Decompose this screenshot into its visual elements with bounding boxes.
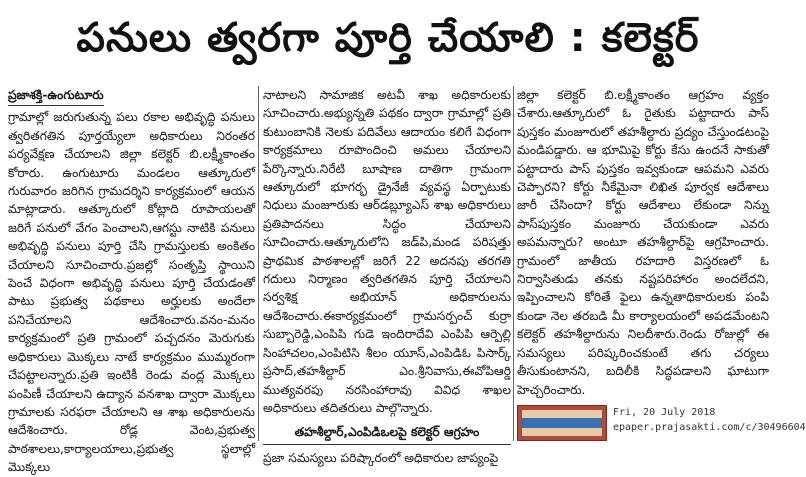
edition-date: Fri, 20 July 2018 — [613, 407, 716, 418]
prajasakti-logo-icon — [517, 405, 607, 441]
edition-meta — [613, 405, 806, 435]
subheading: తహశీల్దార్,ఎంపిడిఒలపై కలెక్టర్ ఆగ్రహం — [263, 423, 511, 444]
edition-url: epaper.prajasakti.com/c/30496604 — [613, 422, 806, 433]
article-column-1 — [8, 86, 255, 477]
headline: పనులు త్వరగా పూర్తి చేయాలి : కలెక్టర్ — [76, 15, 700, 61]
epaper-footer — [517, 405, 806, 441]
article-paragraph: గ్రామాల్లో జరుగుతున్న పలు రకాల అభివృద్ధి పనులు త్వరితగతిన పూర్తయ్యేలా అధికారులు నిరంతర పర్యవేక్షణ చేయాలని జిల్లా కలెక్టర్ బి.లక్ష్మీకాంతం కోరారు. ఉంగుటూరు మండలం ఆత్కూరులో గురువారం జరిగిన గ్రామదర్శిని కార్యక్రమంలో ఆయన మాట్లాడారు. ఆత్కూరులో కోట్లాది రూపాయలతో జరిగే పనులో వేగం పెంచాలని,ఆగస్టు నాటికి పనులు అభివృద్ధి పనులు పూర్తి చేసి గ్రామస్తులకు అంకితం చేయాలని సూచించారు.ప్రజల్లో సంతృప్తి స్థాయిని పెంచే విధంగా అభివృద్ధి పనులు పూర్తి చేయడంతో పాటు ప్రభుత్వ పథకాలు అర్హులకు అందేలా పనిచేయాలని ఆదేశించారు.వనం-మనం కార్యక్రమంలో ప్రతి గ్రామంలో పచ్చదనం మెరుగుకు అధికారులు మొక్కలు నాటే కార్యక్రమం ముమ్మరంగా చేపట్టాలన్నారు.ప్రతి ఇంటికీ రెండు వంద్ల మొక్కలు పంపిణీ చేయాలని ఉద్యాన వనశాఖ ద్వారా మొక్కలు గ్రామాలకు సరఫరా చేయాలని ఆ శాఖ అధికారులను ఆదేశించారు. రోడ్ల వెంట,ప్రభుత్వ పాఠశాలలు,కార్యాలయాలు,ప్రభుత్వ స్థలాల్లో మొక్కలు — [8, 110, 255, 475]
article-paragraph: ప్రజా సమస్యలు పరిష్కారంలో అధికారుల జాప్యంపై — [263, 450, 499, 465]
article-column-2 — [263, 86, 511, 467]
article-column-3 — [517, 86, 769, 399]
byline: ప్రజాశక్తి-ఉంగుటూరు — [8, 86, 104, 106]
logo-band — [522, 418, 602, 428]
column-divider — [513, 86, 514, 441]
article-paragraph: నాటాలని సామాజిక అటవీ శాఖ అధికారులకు సూచించారు.అభ్యున్నతి పథకం ద్వారా గ్రామాల్లో ప్రతి కుటుంబానికి నెలకు పదివేలు ఆదాయం కలిగే విధంగా కార్యక్రమాలు రూపొందించి అమలు చేయాలని పేర్కొన్నారు.నిరేటి బూషాణ దాతిగా గ్రామంగా ఆత్కూరులో భూగర్భ డ్రైనేజీ వ్యవస్థ ఏర్పాటుకు నిధులు మంజూరుకు ఆర్‌డబ్ల్యూఎస్ శాఖ అధికారులు ప్రతిపాదనలు సిద్ధం చేయాలని సూచించారు.ఆత్కూరులోని జడ్‌పి,మండ పరిషత్తు ప్రాథమిక పాఠశాలల్లో జరిగే 22 అదనపు తరగతి గదులు నిర్మాణం త్వరితగతిన పూర్తి చేయాలని సర్వశిక్ష అభియాన్ అధికారులను ఆదేశించారు.ఈకార్యక్రమంలో గ్రామసర్పంచ్ కుర్రా సుబ్బారెడ్డి,ఎంపిపి గుడె ఇందిరాదేవి ఎంపిపి ఆర్పెల్లి సింహాచలం,ఎంపిటిసి శీలం యూస్,ఎంపిడిఓ పిసార్క్ ప్రసాద్,తహశీల్దార్ ఎం.శ్రీనివాసు,ఈవోపిఆర్డి ముత్యవరపు నరసింహారావు వివిధ శాఖల అధికారులు తదితరులు పాల్గొన్నారు. — [263, 88, 511, 415]
article-paragraph: జిల్లా కలెక్టర్ బి.లక్ష్మీకాంతం ఆగ్రహం వ్యక్తం చేశారు.ఆత్కూరులో ఓ రైతుకు పట్టాదారు పాస్ పుస్తకం మంజూరులో తహశీల్దారు ప్రద్యం చేస్తుండటంపై మండిపడ్డారు. ఆ భూమిపై కోర్టు కేసు ఉందనే సాకుతో పట్టాదారు పాస్ పుస్తకం ఇవ్వకుండా ఆపమని ఎవరు చెప్పారని? కోర్టు నీకేమైనా లిఖిత పూర్వక ఆదేశాలు జారీ చేసిందా? కోర్టు ఆదేశాలు లేకుండా నిన్ను పాస్‌పుస్తకం మంజూరు చేయకుండా ఎవరు అపమన్నారు? అంటూ తహశీల్దార్‌పై ఆగ్రహించారు. గ్రామంలో జాతీయ రహదారి విస్తరణలో ఓ నిర్వాసితుడు తనకు నష్టపరిహారం అందలేదని, ఇప్పించాలని కోరితే ఫైలు ఉన్నతాధికారులకు పంపి కుండా నెల తరబడి మీ కార్యాలయంలో అపడమేంటని కలెక్టర్ తహశీల్దారును నిలదీశారు.రెండు రోజుల్లో ఈ సమస్యలు పరిష్కరించకుంటే తగు చర్యలు తీసుకుంటానని, బదిలీకి సిద్ధపడాలని ఘాటుగా హెచ్చరించారు. — [517, 88, 769, 397]
column-divider — [258, 86, 259, 441]
